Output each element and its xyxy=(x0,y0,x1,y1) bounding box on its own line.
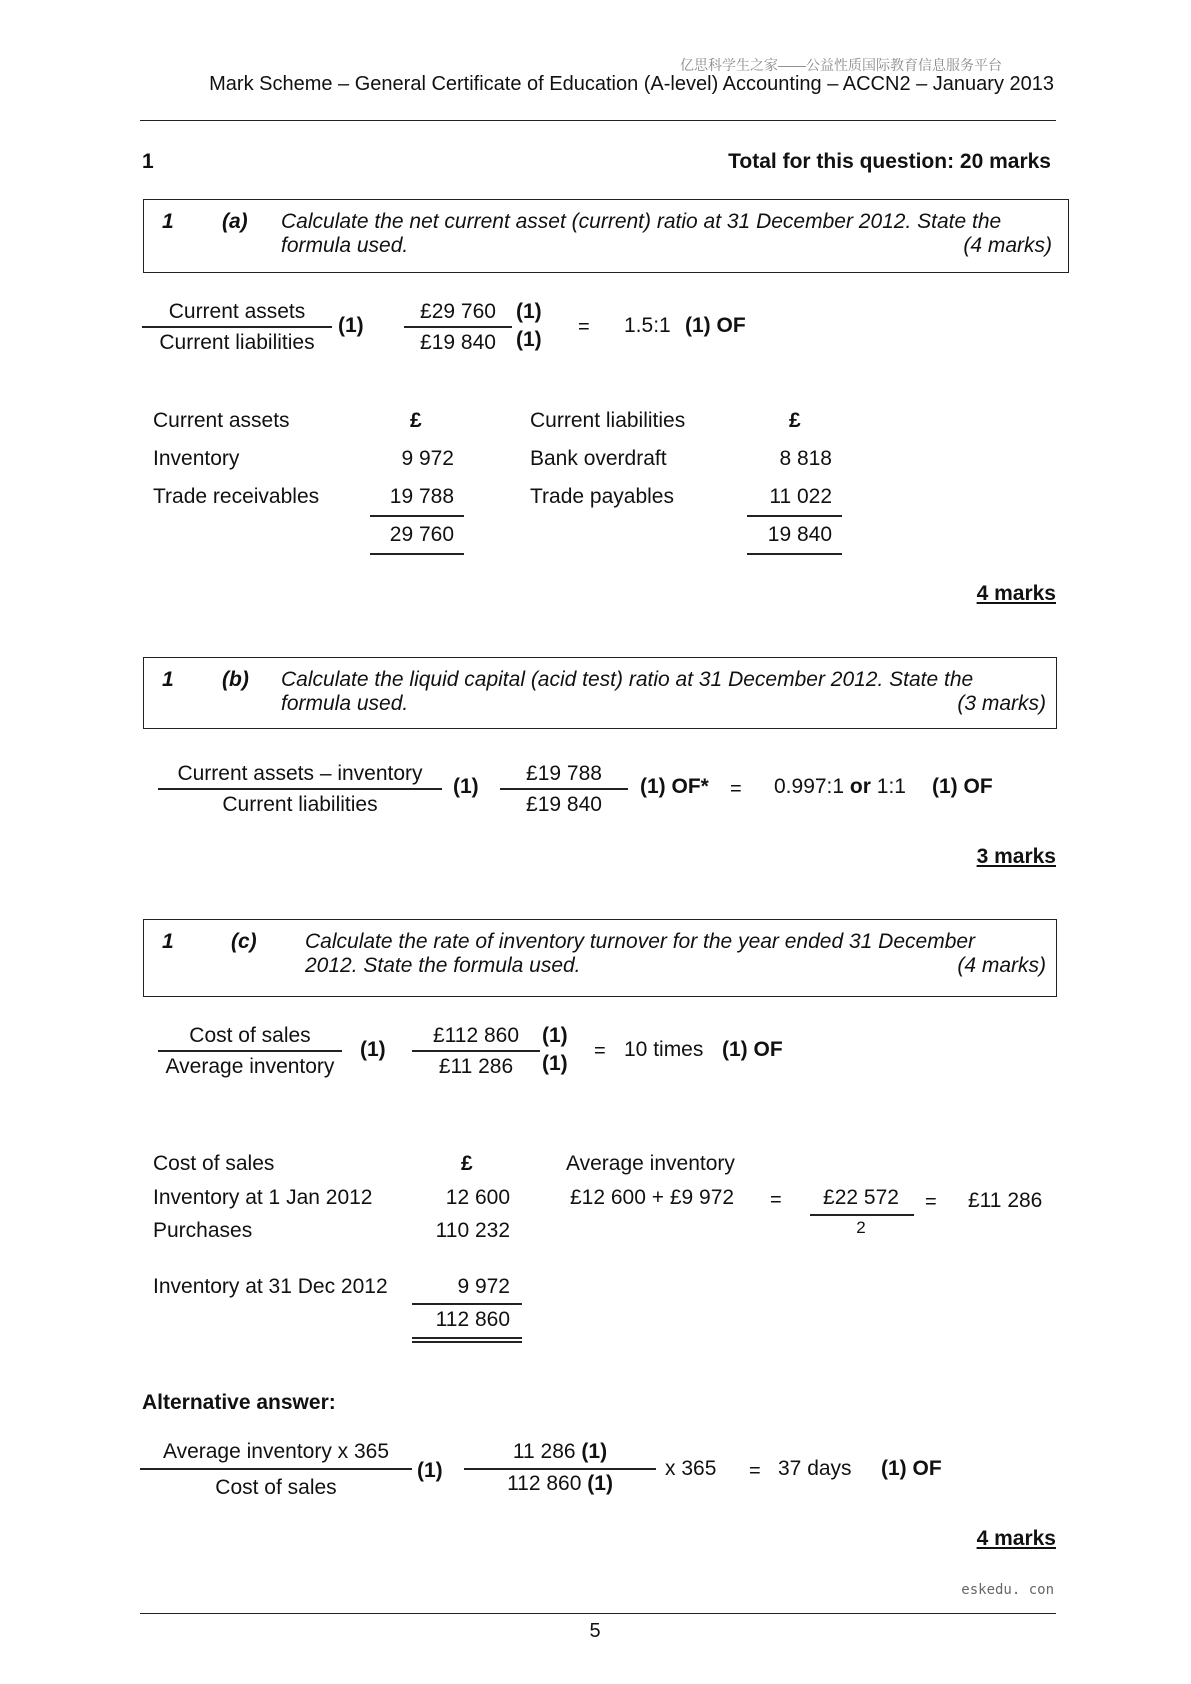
part-b-result xyxy=(774,775,906,799)
part-c-formula-num: Cost of sales xyxy=(189,1024,311,1047)
part-b-formula-den: Current liabilities xyxy=(222,792,378,816)
part-b-num: 1 xyxy=(162,668,174,691)
footer-rule xyxy=(140,1613,1056,1614)
part-a-val-den: £19 840 xyxy=(420,330,496,354)
question-total: Total for this question: 20 marks xyxy=(728,150,1051,173)
header-rule xyxy=(140,120,1056,121)
alt-val-den-mark: (1) xyxy=(587,1472,613,1495)
part-b-formula xyxy=(158,762,442,817)
alt-val-bar xyxy=(464,1468,656,1470)
cos-pound: £ xyxy=(461,1152,473,1175)
part-a-result-mark: (1) OF xyxy=(685,314,746,337)
part-c-formula xyxy=(158,1024,342,1079)
part-b-marks: 3 marks xyxy=(976,845,1056,868)
alt-formula-mark: (1) xyxy=(417,1459,443,1482)
part-c-val-den: £11 286 xyxy=(438,1054,514,1078)
header-watermark: 亿思科学生之家——公益性质国际教育信息服务平台 xyxy=(680,57,1002,73)
part-a-question-box xyxy=(143,199,1069,273)
ca-row-label: Trade receivables xyxy=(153,485,320,508)
part-b-val-num: £19 788 xyxy=(526,762,602,785)
part-b-formula-mark: (1) xyxy=(453,775,479,798)
cos-less-label: Inventory at 31 Dec 2012 xyxy=(153,1275,388,1298)
part-c-num: 1 xyxy=(162,930,174,953)
cos-total: 112 860 xyxy=(435,1308,510,1331)
alt-val-num: 11 286 xyxy=(512,1440,576,1463)
part-b-val-mark: (1) OF* xyxy=(640,775,709,798)
cos-row-value: 12 600 xyxy=(445,1186,510,1209)
alt-formula-den: Cost of sales xyxy=(215,1475,337,1499)
cl-row-label: Trade payables xyxy=(530,485,674,508)
part-c-result: 10 times xyxy=(624,1038,704,1061)
ca-row-value: 19 788 xyxy=(389,485,454,508)
ca-row-label: Inventory xyxy=(153,447,240,470)
part-c-val-den-mark: (1) xyxy=(542,1052,568,1075)
part-b-label: (b) xyxy=(222,668,249,691)
part-a-line1: Calculate the net current asset (current) ratio at 31 December 2012. State the xyxy=(281,210,1002,233)
part-b-question-box xyxy=(143,657,1057,729)
alt-times-365: x 365 xyxy=(665,1457,717,1480)
avg-sum: £12 600 + £9 972 xyxy=(570,1186,735,1209)
cos-subtotal-rule xyxy=(412,1303,522,1305)
part-b-values xyxy=(500,762,628,817)
part-c-label: (c) xyxy=(231,930,257,953)
ca-total: 29 760 xyxy=(389,523,454,546)
part-a-equals: = xyxy=(578,316,590,338)
ca-subtotal-rule xyxy=(370,515,464,517)
alt-equals: = xyxy=(749,1460,761,1482)
part-c-formula-den: Average inventory xyxy=(165,1054,335,1078)
alt-val-den-group xyxy=(464,1472,656,1496)
part-b-result-mark: (1) OF xyxy=(932,775,993,798)
alt-val-num-group xyxy=(464,1440,656,1464)
cl-row-label: Bank overdraft xyxy=(530,447,667,470)
cos-row-label: Purchases xyxy=(153,1219,253,1242)
cl-pound: £ xyxy=(789,409,801,432)
cos-row-label: Inventory at 1 Jan 2012 xyxy=(153,1186,373,1209)
page-number: 5 xyxy=(589,1620,601,1642)
avg-equals-1: = xyxy=(770,1189,782,1211)
alt-result-mark: (1) OF xyxy=(881,1457,942,1480)
avg-frac-num: £22 572 xyxy=(823,1186,899,1209)
part-a-formula xyxy=(142,300,332,355)
alt-result: 37 days xyxy=(778,1457,852,1480)
ca-pound: £ xyxy=(410,409,422,432)
part-b-result-or: or xyxy=(849,775,871,798)
part-c-val-num-mark: (1) xyxy=(542,1024,568,1047)
part-b-result-a: 0.997:1 xyxy=(774,775,845,798)
part-c-formula-mark: (1) xyxy=(360,1038,386,1061)
part-c-equals: = xyxy=(594,1040,606,1062)
alt-val-den: 112 860 xyxy=(507,1472,582,1495)
part-a-val-num: £29 760 xyxy=(420,300,496,323)
cos-less-value: 9 972 xyxy=(457,1275,510,1298)
part-a-num: 1 xyxy=(162,210,174,233)
avg-equals-2: = xyxy=(925,1191,937,1213)
part-a-val-num-mark: (1) xyxy=(516,300,542,323)
part-b-formula-num: Current assets – inventory xyxy=(177,762,423,785)
part-a-values xyxy=(404,300,512,355)
part-a-formula-num: Current assets xyxy=(168,300,306,323)
part-a-result: 1.5:1 xyxy=(624,314,671,337)
cl-row-value: 8 818 xyxy=(779,447,832,470)
header-title: Mark Scheme – General Certificate of Education (A-level) Accounting – ACCN2 – January 2013 xyxy=(209,73,1054,95)
part-c-val-num: £112 860 xyxy=(432,1024,520,1047)
part-c-line1: Calculate the rate of inventory turnover for the year ended 31 December xyxy=(305,930,976,953)
part-b-line1: Calculate the liquid capital (acid test) ratio at 31 December 2012. State the xyxy=(281,668,974,691)
part-b-val-den: £19 840 xyxy=(526,792,602,816)
part-a-formula-den: Current liabilities xyxy=(159,330,315,354)
cl-row-value: 11 022 xyxy=(769,485,832,508)
cl-heading: Current liabilities xyxy=(530,409,686,432)
avg-frac-den: 2 xyxy=(856,1218,866,1237)
part-b-equals: = xyxy=(730,778,742,800)
cl-total-rule xyxy=(747,553,842,555)
part-c-marks-req: (4 marks) xyxy=(957,954,1046,977)
ca-row-value: 9 972 xyxy=(401,447,454,470)
cos-row-value: 110 232 xyxy=(435,1219,510,1242)
part-a-label: (a) xyxy=(222,210,248,233)
cl-total: 19 840 xyxy=(767,523,832,546)
part-b-result-b: 1:1 xyxy=(876,775,906,798)
alt-heading: Alternative answer: xyxy=(142,1391,336,1414)
part-c-marks: 4 marks xyxy=(976,1527,1056,1550)
question-number: 1 xyxy=(142,150,154,173)
avg-frac-bar xyxy=(810,1214,914,1216)
part-c-line2: 2012. State the formula used. xyxy=(305,954,581,977)
cos-total-rule-1 xyxy=(412,1337,522,1339)
part-c-values xyxy=(412,1024,540,1079)
part-b-line2: formula used. xyxy=(281,692,409,715)
avg-result: £11 286 xyxy=(968,1189,1043,1212)
part-a-val-den-mark: (1) xyxy=(516,328,542,351)
footer-site: eskedu. con xyxy=(961,1582,1054,1598)
part-a-marks: 4 marks xyxy=(976,582,1056,605)
part-a-formula-mark: (1) xyxy=(338,314,364,337)
cos-total-rule-2 xyxy=(412,1341,522,1343)
part-c-question-box xyxy=(143,919,1057,997)
alt-formula-num: Average inventory x 365 xyxy=(162,1440,390,1463)
avg-heading: Average inventory xyxy=(566,1152,735,1175)
part-b-marks-req: (3 marks) xyxy=(957,692,1046,715)
part-a-marks-req: (4 marks) xyxy=(963,234,1052,257)
part-c-result-mark: (1) OF xyxy=(722,1038,783,1061)
alt-val-num-mark: (1) xyxy=(581,1440,608,1463)
ca-heading: Current assets xyxy=(153,409,290,432)
part-a-line2: formula used. xyxy=(281,234,409,257)
cl-subtotal-rule xyxy=(747,515,842,517)
alt-formula xyxy=(140,1440,412,1500)
cos-heading: Cost of sales xyxy=(153,1152,275,1175)
ca-total-rule xyxy=(370,553,464,555)
